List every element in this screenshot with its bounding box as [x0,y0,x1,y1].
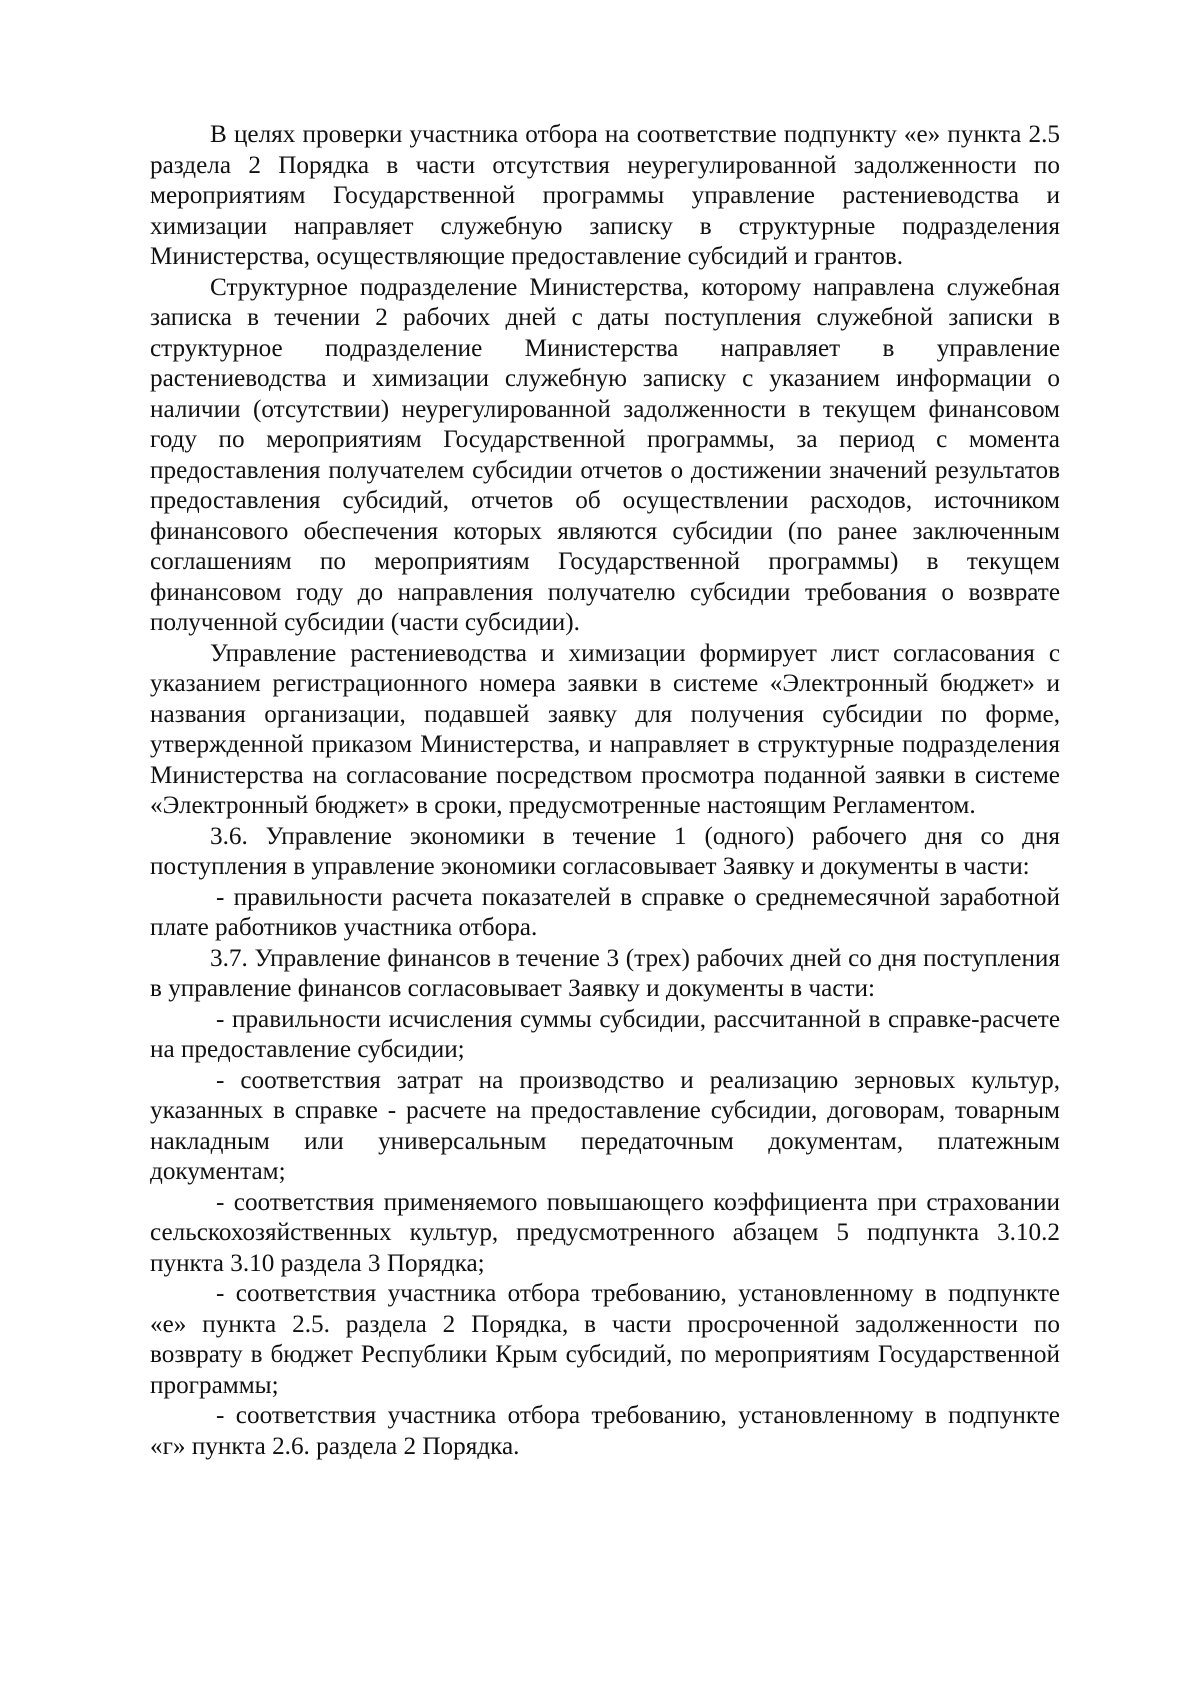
paragraph-approval-sheet: Управление растениеводства и химизации формирует лист согласования с указанием регистрационного номера заявки в системе «Электронный бюджет» и названия организации, подавшей заявку для получения субсидии по форме, утвержденной приказом Министерства, и направляет в структурные подразделения Министерства на согласование посредством просмотра поданной заявки в системе «Электронный бюджет» в сроки, предусмотренные настоящим Регламентом. [150,639,1060,819]
list-item-subsidy-calculation: - правильности исчисления суммы субсидии, рассчитанной в справке-расчете на предоставление субсидии; [150,1005,1060,1063]
list-item-overdue-debt: - соответствия участника отбора требованию, установленному в подпункте «е» пункта 2.5. раздела 2 Порядка, в части просроченной задолженности по возврату в бюджет Республики Крым субсидий, по мероприятиям Государственной программы; [150,1280,1060,1399]
document-body [150,120,1060,1462]
list-item-insurance-coefficient: - соответствия применяемого повышающего коэффициента при страховании сельскохозяйственных культур, предусмотренного абзацем 5 подпункта 3.10.2 пункта 3.10 раздела 3 Порядка; [150,1188,1060,1277]
list-item-requirement-2-6: - соответствия участника отбора требованию, установленному в подпункте «г» пункта 2.6. раздела 2 Порядка. [150,1402,1060,1460]
list-item-salary-indicators: - правильности расчета показателей в справке о среднемесячной заработной плате работников участника отбора. [150,883,1060,941]
paragraph-3-7-finance: 3.7. Управление финансов в течение 3 (трех) рабочих дней со дня поступления в управление финансов согласовывает Заявку и документы в части: [150,944,1060,1002]
paragraph-structural-unit-memo: Структурное подразделение Министерства, которому направлена служебная записка в течении 2 рабочих дней с даты поступления служебной записки в структурное подразделение Министерства направляет в управление растениеводства и химизации служебную записку с указанием информации о наличии (отсутствии) неурегулированной задолженности в текущем финансовом году по мероприятиям Государственной программы, за период с момента предоставления получателем субсидии отчетов о достижении значений результатов предоставления субсидий, отчетов об осуществлении расходов, источником финансового обеспечения которых являются субсидии (по ранее заключенным соглашениям по мероприятиям Государственной программы) в текущем финансовом году до направления получателю субсидии требования о возврате полученной субсидии (части субсидии). [150,273,1060,636]
list-item-grain-costs: - соответствия затрат на производство и реализацию зерновых культур, указанных в справке - расчете на предоставление субсидии, договорам, товарным накладным или универсальным передаточным документам, платежным документам; [150,1066,1060,1185]
paragraph-verification-debt: В целях проверки участника отбора на соответствие подпункту «е» пункта 2.5 раздела 2 Порядка в части отсутствия неурегулированной задолженности по мероприятиям Государственной программы управление растениеводства и химизации направляет служебную записку в структурные подразделения Министерства, осуществляющие предоставление субсидий и грантов. [150,121,1060,270]
paragraph-3-6-economics: 3.6. Управление экономики в течение 1 (одного) рабочего дня со дня поступления в управление экономики согласовывает Заявку и документы в части: [150,822,1060,880]
